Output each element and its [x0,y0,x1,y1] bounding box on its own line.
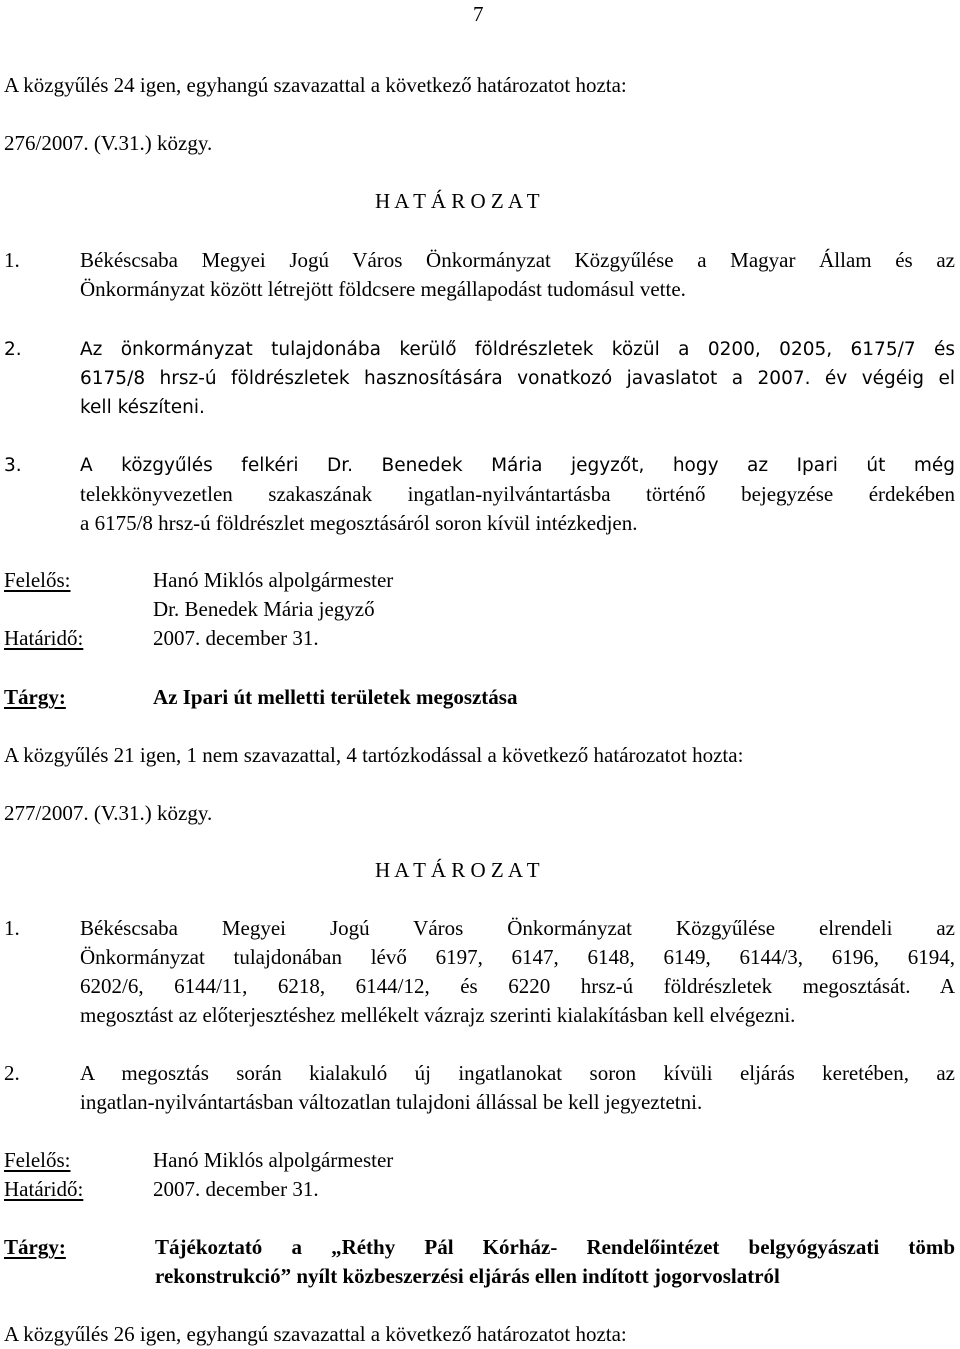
item-text-line: 6175/8 hrsz-ú földrészletek hasznosítására vonatkozó javaslatot a 2007. év végéig el [80,368,955,389]
resolution-reference: 276/2007. (V.31.) közgy. [4,131,213,155]
subject-label: Tárgy: [4,1235,66,1259]
item-text-line: ingatlan-nyilvántartásban változatlan tulajdoni állással be kell jegyeztetni. [80,1090,703,1114]
deadline-label: Határidő: [4,1177,84,1201]
vote-statement: A közgyűlés 24 igen, egyhangú szavazattal a következő határozatot hozta: [4,73,627,97]
resolution-reference: 277/2007. (V.31.) közgy. [4,801,213,825]
vote-statement: A közgyűlés 21 igen, 1 nem szavazattal, 4 tartózkodással a következő határozatot hozta: [4,743,744,767]
deadline-label: Határidő: [4,626,84,650]
item-text-line: telekkönyvezetlen szakaszának ingatlan-nyilvántartásba történő bejegyzése érdekében [80,482,955,506]
item-number: 3. [4,455,22,476]
subject-title: Az Ipari út melletti területek megosztása [153,685,518,709]
item-text-line: a 6175/8 hrsz-ú földrészlet megosztásáról soron kívül intézkedjen. [80,511,638,535]
item-text-line: Békéscsaba Megyei Jogú Város Önkormányzat Közgyűlése a Magyar Állam és az [80,248,955,272]
responsible-person: Hanó Miklós alpolgármester [153,1148,394,1172]
subject-label: Tárgy: [4,685,66,709]
item-text-line: A közgyűlés felkéri Dr. Benedek Mária jegyzőt, hogy az Ipari út még [80,455,955,476]
resolution-heading: H A T Á R O Z A T [375,189,540,213]
item-number: 1. [4,248,20,272]
item-text-line: Önkormányzat között létrejött földcsere megállapodást tudomásul vette. [80,277,686,301]
deadline-date: 2007. december 31. [153,626,319,650]
responsible-person: Hanó Miklós alpolgármester [153,568,394,592]
item-text-line: A megosztás során kialakuló új ingatlanokat soron kívüli eljárás keretében, az [80,1061,955,1085]
responsible-person: Dr. Benedek Mária jegyző [153,597,375,621]
item-text-line: megosztást az előterjesztéshez mellékelt vázrajz szerinti kialakításban kell elvégezni. [80,1003,796,1027]
item-number: 2. [4,339,22,360]
item-number: 1. [4,916,20,940]
subject-title-line: Tájékoztató a „Réthy Pál Kórház- Rendelőintézet belgyógyászati tömb [155,1235,955,1259]
item-text-line: 6202/6, 6144/11, 6218, 6144/12, és 6220 hrsz-ú földrészletek megosztását. A [80,974,955,998]
item-text-line: kell készíteni. [80,397,205,418]
deadline-date: 2007. december 31. [153,1177,319,1201]
responsible-label: Felelős: [4,568,71,592]
item-text-line: Önkormányzat tulajdonában lévő 6197, 6147, 6148, 6149, 6144/3, 6196, 6194, [80,945,955,969]
page-number: 7 [473,2,484,26]
item-number: 2. [4,1061,20,1085]
resolution-heading: H A T Á R O Z A T [375,858,540,882]
vote-statement: A közgyűlés 26 igen, egyhangú szavazattal a következő határozatot hozta: [4,1322,627,1346]
item-text-line: Az önkormányzat tulajdonába kerülő földrészletek közül a 0200, 0205, 6175/7 és [80,339,955,360]
item-text-line: Békéscsaba Megyei Jogú Város Önkormányzat Közgyűlése elrendeli az [80,916,955,940]
subject-title-line: rekonstrukció” nyílt közbeszerzési eljárás ellen indított jogorvoslatról [155,1264,780,1288]
responsible-label: Felelős: [4,1148,71,1172]
